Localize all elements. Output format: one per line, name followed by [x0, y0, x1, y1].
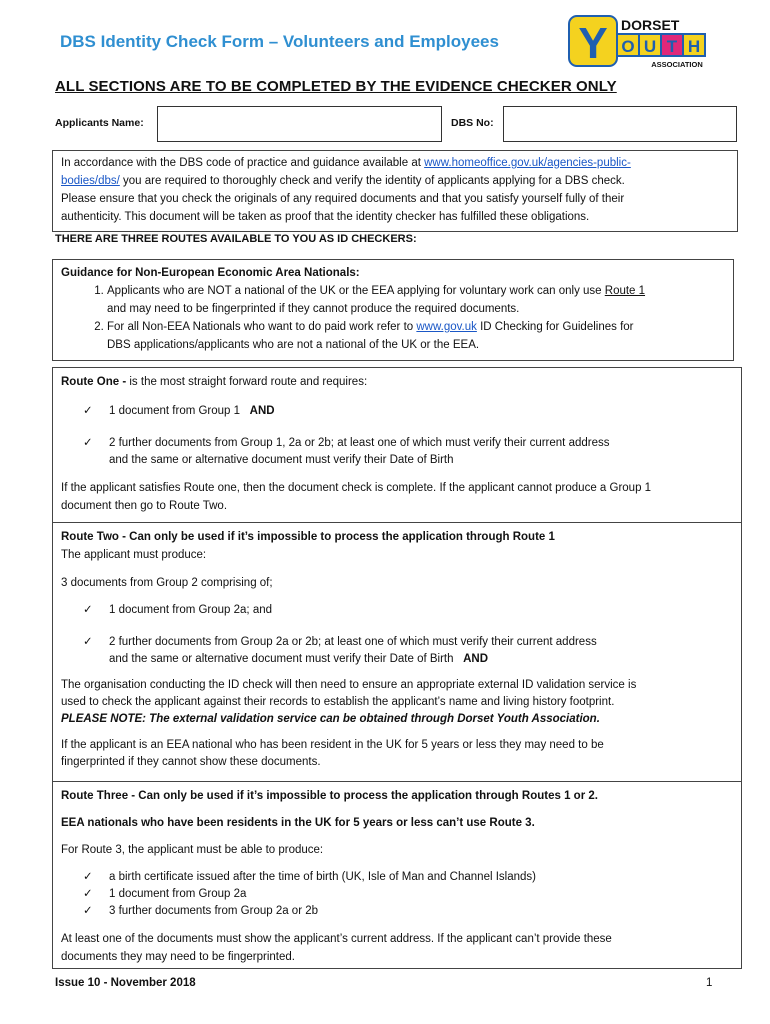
- route-two-check-1-text: 1 document from Group 2a; and: [109, 604, 273, 616]
- route-two-heading: Route Two - Can only be used if it’s impossible to process the application through Route 1: [61, 531, 555, 543]
- intro-line-4: authenticity. This document will be taken as proof that the identity checker has fulfilled these obligations.: [61, 211, 590, 223]
- intro-line-1: [61, 154, 729, 172]
- intro-box: [52, 150, 738, 232]
- check-icon: ✓: [83, 888, 93, 900]
- guidance-heading: Guidance for Non-European Economic Area Nationals:: [61, 267, 360, 279]
- check-icon: ✓: [83, 905, 93, 917]
- route-three-check-2-text: 1 document from Group 2a: [109, 888, 247, 900]
- route-one-heading: [61, 373, 733, 391]
- route-two-para-2b: fingerprinted if they cannot show these documents.: [61, 756, 321, 768]
- issue-footer: Issue 10 - November 2018: [55, 977, 196, 989]
- routes-container: [52, 367, 742, 969]
- logo-letter-o: O: [621, 37, 635, 56]
- guidance-item-1-cont: and may need to be fingerprinted if they cannot produce the required documents.: [107, 303, 520, 315]
- logo-letter-h: H: [687, 37, 701, 56]
- route-one-check-1: [61, 403, 733, 420]
- check-icon: ✓: [83, 405, 93, 417]
- route-three-section: [53, 782, 741, 968]
- guidance-list: [61, 282, 725, 354]
- route-one-para-2: document then go to Route Two.: [61, 500, 228, 512]
- and-label: AND: [249, 405, 275, 417]
- route-two-sub: The applicant must produce:: [61, 549, 207, 561]
- check-icon: ✓: [83, 437, 93, 449]
- intro-line-3: Please ensure that you check the originals of any required documents and that you satisfy yourself fully of their: [61, 193, 625, 205]
- route-two-check-1: [61, 602, 733, 619]
- dbs-no-label: DBS No:: [451, 117, 494, 129]
- route-two-para-1b: used to check the applicant against their records to establish the applicant’s name and living history footprint.: [61, 696, 615, 708]
- route-three-para-1: At least one of the documents must show the applicant’s current address. If the applicant can’t provide these: [61, 933, 612, 945]
- evidence-checker-banner: ALL SECTIONS ARE TO BE COMPLETED BY THE EVIDENCE CHECKER ONLY: [55, 78, 617, 95]
- route-two-check-2-text: 2 further documents from Group 2a or 2b; at least one of which must verify their current address: [109, 636, 597, 648]
- route-three-heading: Route Three - Can only be used if it’s impossible to process the application through Routes 1 or 2.: [61, 790, 598, 802]
- check-icon: ✓: [83, 636, 93, 648]
- route-three-sub: For Route 3, the applicant must be able to produce:: [61, 844, 324, 856]
- route-two-check-2-cont: and the same or alternative document must verify their Date of Birth: [109, 653, 454, 665]
- gov-uk-link[interactable]: www.gov.uk: [416, 321, 477, 333]
- route-one-check-1-text: 1 document from Group 1: [109, 405, 241, 417]
- route-two-section: [53, 523, 741, 782]
- route-one-intro: is the most straight forward route and requires:: [129, 376, 368, 388]
- routes-heading: THERE ARE THREE ROUTES AVAILABLE TO YOU AS ID CHECKERS:: [55, 233, 417, 245]
- route-one-section: [53, 368, 741, 523]
- route-three-eea: EEA nationals who have been residents in the UK for 5 years or less can’t use Route 3.: [61, 817, 535, 829]
- guidance-item-1-text: Applicants who are NOT a national of the UK or the EEA applying for voluntary work can only use: [107, 285, 605, 297]
- route-1-reference: Route 1: [604, 285, 646, 297]
- guidance-item-2-text: For all Non-EEA Nationals who want to do paid work refer to: [107, 321, 417, 333]
- page-title: DBS Identity Check Form – Volunteers and Employees: [60, 32, 499, 51]
- logo-line-dorset: DORSET: [621, 17, 680, 33]
- logo-letter-t: T: [666, 37, 678, 56]
- check-icon: ✓: [83, 604, 93, 616]
- route-one-para-1: If the applicant satisfies Route one, then the document check is complete. If the applicant cannot produce a Group 1: [61, 482, 652, 494]
- route-three-check-2: [61, 886, 733, 903]
- route-two-para-2a: If the applicant is an EEA national who has been resident in the UK for 5 years or less they may need to be: [61, 739, 604, 751]
- dbs-no-field[interactable]: [503, 106, 737, 142]
- applicant-name-field[interactable]: [157, 106, 442, 142]
- route-one-check-2: [61, 435, 733, 469]
- guidance-item-2-rest: ID Checking for Guidelines for: [476, 321, 634, 333]
- logo-letter-y: Y: [578, 19, 608, 68]
- intro-text-2: you are required to thoroughly check and verify the identity of applicants applying for a DBS check.: [119, 175, 625, 187]
- guidance-box: [52, 259, 734, 361]
- route-three-check-1-text: a birth certificate issued after the time of birth (UK, Isle of Man and Channel Islands): [109, 871, 536, 883]
- logo-graphic: [565, 14, 725, 70]
- applicant-name-label: Applicants Name:: [55, 117, 144, 129]
- guidance-item-2: [107, 318, 725, 354]
- route-three-check-3-text: 3 further documents from Group 2a or 2b: [109, 905, 319, 917]
- route-one-check-2-text: 2 further documents from Group 1, 2a or 2b; at least one of which must verify their current address: [109, 437, 610, 449]
- guidance-item-2-cont: DBS applications/applicants who are not a national of the UK or the EEA.: [107, 339, 480, 351]
- and-label: AND: [463, 653, 489, 665]
- homeoffice-link-cont[interactable]: bodies/dbs/: [61, 175, 120, 187]
- route-one-check-2-cont: and the same or alternative document must verify their Date of Birth: [109, 454, 454, 466]
- route-two-docs: 3 documents from Group 2 comprising of;: [61, 577, 273, 589]
- guidance-item-1: [107, 282, 725, 318]
- route-three-check-1: [61, 869, 733, 886]
- homeoffice-link[interactable]: www.homeoffice.gov.uk/agencies-public-: [424, 157, 631, 169]
- route-two-check-2: [61, 634, 733, 668]
- logo-line-association: ASSOCIATION: [651, 60, 703, 69]
- check-icon: ✓: [83, 871, 93, 883]
- intro-line-2: [61, 172, 729, 190]
- route-one-title: Route One -: [61, 376, 130, 388]
- dorset-youth-logo: [565, 14, 725, 70]
- intro-text: In accordance with the DBS code of practice and guidance available at: [61, 157, 425, 169]
- route-three-check-3: [61, 903, 733, 920]
- logo-letter-u: U: [643, 37, 657, 56]
- page-number: 1: [706, 977, 713, 989]
- route-two-para-1a: The organisation conducting the ID check will then need to ensure an appropriate external ID validation service is: [61, 679, 637, 691]
- route-three-para-2: documents they may need to be fingerprinted.: [61, 951, 295, 963]
- route-two-note: PLEASE NOTE: The external validation service can be obtained through Dorset Youth Association.: [61, 713, 600, 725]
